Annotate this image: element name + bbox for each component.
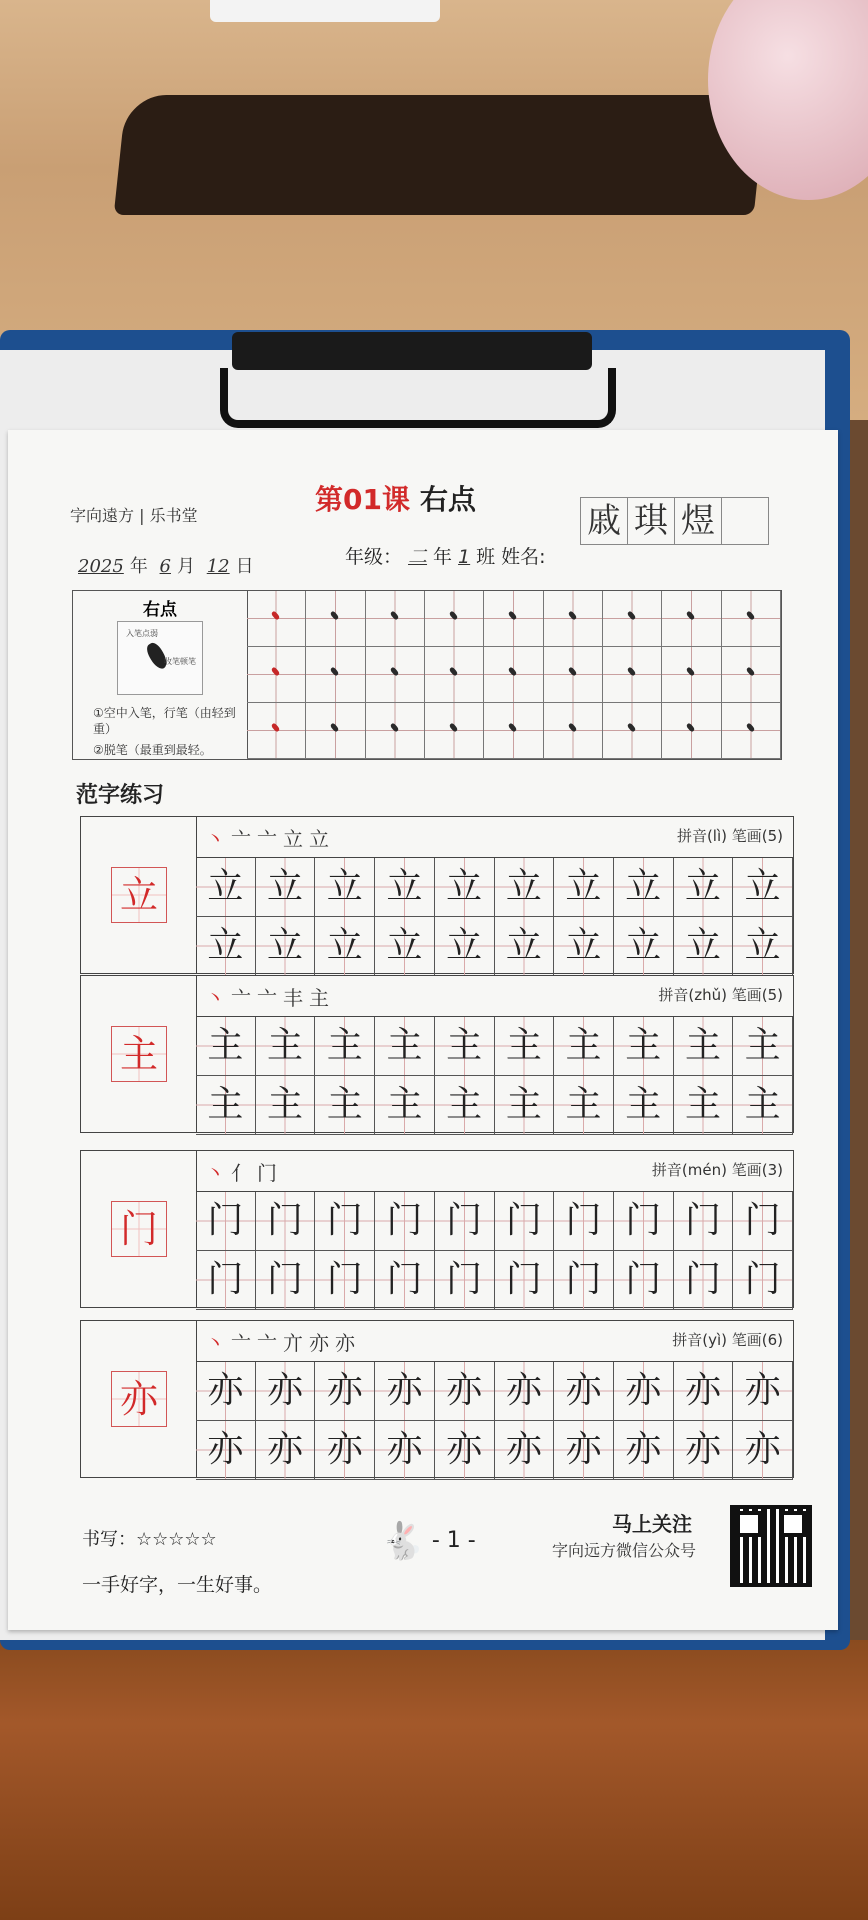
stroke-cell <box>484 647 543 703</box>
practice-cell: 主 <box>554 1076 614 1135</box>
dot-stroke-icon <box>389 722 399 732</box>
practice-cell: 亦 <box>733 1362 793 1421</box>
model-character: 亦 <box>111 1371 167 1427</box>
stroke-order <box>205 823 335 852</box>
name-char: 琪 <box>627 497 675 545</box>
dot-stroke-icon <box>627 610 637 620</box>
practice-cell: 亦 <box>315 1362 375 1421</box>
qr-code <box>730 1505 812 1587</box>
stroke-grid <box>247 591 781 759</box>
stroke-order-step: 亣 <box>283 1331 309 1355</box>
practice-cell: 亦 <box>196 1362 256 1421</box>
stroke-order-step: 亠 <box>231 986 257 1010</box>
dot-stroke-icon <box>567 610 577 620</box>
name-char: 煜 <box>674 497 722 545</box>
stroke-cell <box>425 591 484 647</box>
practice-cell: 立 <box>315 917 375 976</box>
practice-cell: 主 <box>554 1017 614 1076</box>
practice-cell: 门 <box>733 1251 793 1310</box>
practice-cell: 立 <box>375 917 435 976</box>
practice-cell: 门 <box>674 1251 734 1310</box>
stroke-order-step: 亠 <box>257 827 283 851</box>
practice-cell: 门 <box>256 1192 316 1251</box>
practice-cell: 亦 <box>495 1362 555 1421</box>
practice-cell: 亦 <box>554 1362 614 1421</box>
stroke-order-step: 主 <box>309 986 335 1010</box>
dot-stroke-icon <box>271 610 281 620</box>
practice-cell: 亦 <box>256 1362 316 1421</box>
practice-cell: 亦 <box>554 1421 614 1480</box>
stroke-order-step: 亦 <box>309 1331 335 1355</box>
dot-stroke-icon <box>389 666 399 676</box>
stroke-order-step: 丶 <box>205 827 231 851</box>
practice-cell: 亦 <box>733 1421 793 1480</box>
class-value: 1 <box>458 546 471 568</box>
grade-value: 二 <box>408 546 428 568</box>
follow-subtitle: 字向远方微信公众号 <box>552 1541 697 1560</box>
motto: 一手好字，一生好事。 <box>82 1574 273 1596</box>
stroke-order-step: 亠 <box>257 1331 283 1355</box>
practice-cell: 门 <box>435 1251 495 1310</box>
stroke-order-step: 门 <box>257 1161 283 1185</box>
practice-cell: 立 <box>256 858 316 917</box>
practice-cell: 主 <box>674 1017 734 1076</box>
practice-cell: 亦 <box>435 1362 495 1421</box>
practice-cell: 立 <box>435 858 495 917</box>
stroke-order-step: 立 <box>309 827 335 851</box>
practice-cell: 门 <box>495 1192 555 1251</box>
practice-cell: 立 <box>315 858 375 917</box>
practice-cell: 主 <box>674 1076 734 1135</box>
stroke-cell <box>662 591 721 647</box>
page-number: - 1 - <box>431 1528 476 1553</box>
section-title: 范字练习 <box>76 783 165 808</box>
stroke-order <box>205 1157 283 1186</box>
practice-cell: 亦 <box>435 1421 495 1480</box>
stroke-tip-2: ②脱笔（最重到最轻。 <box>93 743 212 757</box>
practice-cell: 立 <box>733 858 793 917</box>
dot-stroke-icon <box>330 722 340 732</box>
dot-stroke-icon <box>508 722 518 732</box>
stroke-order-step: 亠 <box>257 986 283 1010</box>
practice-cell: 亦 <box>256 1421 316 1480</box>
practice-cell: 亦 <box>375 1421 435 1480</box>
stroke-cell <box>603 591 662 647</box>
practice-cell: 门 <box>614 1192 674 1251</box>
practice-cell: 门 <box>554 1192 614 1251</box>
practice-cell: 亦 <box>375 1362 435 1421</box>
practice-cell: 立 <box>375 858 435 917</box>
clipboard-clip-bar <box>220 368 616 428</box>
practice-cell: 门 <box>733 1192 793 1251</box>
lesson-number: 第01课 <box>315 483 410 516</box>
pinyin-strokes-info: 拼音(mén) 笔画(3) <box>651 1161 783 1179</box>
practice-cell: 门 <box>196 1192 256 1251</box>
practice-cell: 主 <box>256 1076 316 1135</box>
character-block <box>80 1150 794 1308</box>
practice-cell: 门 <box>256 1251 316 1310</box>
stroke-order-step: 亦 <box>335 1331 361 1355</box>
dot-stroke-icon <box>449 610 459 620</box>
clipboard-clip <box>232 332 592 370</box>
stroke-cell <box>603 703 662 759</box>
practice-cell: 主 <box>733 1076 793 1135</box>
practice-cell: 立 <box>554 917 614 976</box>
stroke-caption-end: 收笔顿笔 <box>164 657 196 666</box>
practice-cell: 立 <box>196 917 256 976</box>
brand-logo: 字向遠方 | 乐书堂 <box>70 506 198 525</box>
practice-cell: 立 <box>614 917 674 976</box>
stroke-cell <box>247 591 306 647</box>
practice-cell: 门 <box>614 1251 674 1310</box>
stroke-order <box>205 982 335 1011</box>
practice-cell: 主 <box>196 1076 256 1135</box>
model-cell <box>81 1151 197 1307</box>
practice-cell: 立 <box>614 858 674 917</box>
practice-cell: 门 <box>495 1251 555 1310</box>
stroke-order-step: 立 <box>283 827 309 851</box>
stroke-cell <box>722 591 781 647</box>
stroke-cell <box>722 647 781 703</box>
practice-cell: 主 <box>315 1017 375 1076</box>
stroke-cell <box>306 647 365 703</box>
class-label: 班 姓名: <box>476 546 546 568</box>
student-name-boxes <box>580 497 768 545</box>
practice-grid <box>196 1191 793 1308</box>
stroke-cell <box>366 591 425 647</box>
name-char: 戚 <box>580 497 628 545</box>
practice-cell: 立 <box>554 858 614 917</box>
stroke-cell <box>544 647 603 703</box>
date-line <box>72 552 254 578</box>
rating-stars: ☆☆☆☆☆ <box>136 1529 217 1550</box>
grade-line <box>345 542 546 569</box>
dot-stroke-icon <box>686 610 696 620</box>
stroke-caption-start: 入笔点弱 <box>126 629 158 638</box>
practice-cell: 门 <box>554 1251 614 1310</box>
practice-cell: 主 <box>256 1017 316 1076</box>
dot-stroke-icon <box>271 722 281 732</box>
stroke-cell <box>484 703 543 759</box>
grade-label: 年级： <box>345 546 403 568</box>
model-character: 门 <box>111 1201 167 1257</box>
stroke-cell <box>425 703 484 759</box>
practice-grid <box>196 857 793 974</box>
stroke-order-step: 亠 <box>231 1331 257 1355</box>
follow-title: 马上关注 <box>612 1512 692 1536</box>
dot-stroke-icon <box>330 610 340 620</box>
stroke-cell <box>662 647 721 703</box>
model-character: 立 <box>111 867 167 923</box>
model-cell <box>81 976 197 1132</box>
practice-cell: 亦 <box>196 1421 256 1480</box>
practice-cell: 门 <box>375 1192 435 1251</box>
stroke-cell <box>306 591 365 647</box>
desk-slot <box>114 95 767 215</box>
practice-cell: 主 <box>435 1017 495 1076</box>
practice-cell: 主 <box>435 1076 495 1135</box>
practice-cell: 亦 <box>674 1421 734 1480</box>
practice-grid <box>196 1016 793 1133</box>
stroke-cell <box>603 647 662 703</box>
practice-cell: 门 <box>674 1192 734 1251</box>
dot-stroke-icon <box>449 722 459 732</box>
practice-cell: 主 <box>375 1017 435 1076</box>
stroke-cell <box>366 703 425 759</box>
paper-corner <box>210 0 440 22</box>
character-block <box>80 975 794 1133</box>
date-year-unit: 年 <box>129 556 148 577</box>
stroke-order-step: 亠 <box>231 827 257 851</box>
dot-stroke-icon <box>508 610 518 620</box>
pinyin-strokes-info: 拼音(zhǔ) 笔画(5) <box>658 986 783 1004</box>
practice-grid <box>196 1361 793 1478</box>
practice-cell: 主 <box>495 1076 555 1135</box>
practice-cell: 亦 <box>674 1362 734 1421</box>
dot-stroke-icon <box>686 722 696 732</box>
practice-cell: 门 <box>435 1192 495 1251</box>
dot-stroke-icon <box>389 610 399 620</box>
stroke-cell <box>544 591 603 647</box>
stroke-order-step: 亻 <box>231 1161 257 1185</box>
dot-stroke-icon <box>508 666 518 676</box>
practice-cell: 立 <box>495 917 555 976</box>
pinyin-strokes-info: 拼音(lì) 笔画(5) <box>676 827 783 845</box>
practice-cell: 立 <box>674 917 734 976</box>
stroke-cell <box>366 647 425 703</box>
practice-cell: 立 <box>733 917 793 976</box>
date-day-unit: 日 <box>235 556 254 577</box>
lesson-name: 右点 <box>419 483 476 516</box>
rating-label: 书写： <box>82 1529 136 1550</box>
practice-cell: 主 <box>614 1017 674 1076</box>
rabbit-icon: 🐇 <box>380 1521 425 1562</box>
practice-cell: 门 <box>375 1251 435 1310</box>
practice-cell: 立 <box>495 858 555 917</box>
dot-stroke-icon <box>330 666 340 676</box>
practice-cell: 主 <box>733 1017 793 1076</box>
practice-cell: 主 <box>375 1076 435 1135</box>
practice-cell: 亦 <box>614 1362 674 1421</box>
practice-cell: 立 <box>674 858 734 917</box>
stroke-cell <box>662 703 721 759</box>
stroke-tip-1: ①空中入笔，行笔（由轻到重） <box>93 706 236 736</box>
stroke-practice-panel <box>72 590 782 760</box>
year-char: 年 <box>433 546 453 568</box>
stroke-order-step: 丶 <box>205 1331 231 1355</box>
lesson-title <box>315 478 476 518</box>
dot-stroke-icon <box>567 722 577 732</box>
stroke-cell <box>247 647 306 703</box>
date-year: 2025 <box>78 556 124 577</box>
dot-stroke-icon <box>627 666 637 676</box>
dot-stroke-icon <box>627 722 637 732</box>
dot-stroke-icon <box>745 666 755 676</box>
date-month-unit: 月 <box>177 556 195 577</box>
model-cell <box>81 1321 197 1477</box>
character-block <box>80 816 794 974</box>
stroke-order-step: 丶 <box>205 1161 231 1185</box>
stroke-cell <box>425 647 484 703</box>
stroke-cell <box>247 703 306 759</box>
dot-stroke-icon <box>271 666 281 676</box>
practice-cell: 主 <box>495 1017 555 1076</box>
character-block <box>80 1320 794 1478</box>
pinyin-strokes-info: 拼音(yì) 笔画(6) <box>672 1331 783 1349</box>
stroke-order-step: 丰 <box>283 986 309 1010</box>
practice-cell: 亦 <box>495 1421 555 1480</box>
model-cell <box>81 817 197 973</box>
stroke-demo-title: 右点 <box>143 600 177 620</box>
stroke-cell <box>544 703 603 759</box>
practice-cell: 主 <box>614 1076 674 1135</box>
practice-cell: 亦 <box>614 1421 674 1480</box>
practice-cell: 门 <box>315 1192 375 1251</box>
rating <box>82 1525 217 1551</box>
stroke-demo-image <box>117 621 203 695</box>
dot-stroke-icon <box>745 610 755 620</box>
stroke-cell <box>722 703 781 759</box>
practice-cell: 主 <box>315 1076 375 1135</box>
stroke-cell <box>306 703 365 759</box>
stroke-demo <box>73 591 248 759</box>
practice-cell: 主 <box>196 1017 256 1076</box>
model-character: 主 <box>111 1026 167 1082</box>
practice-cell: 门 <box>315 1251 375 1310</box>
wooden-table <box>0 1640 868 1920</box>
page-number-area <box>380 1520 476 1562</box>
practice-cell: 立 <box>256 917 316 976</box>
practice-cell: 门 <box>196 1251 256 1310</box>
practice-cell: 立 <box>435 917 495 976</box>
name-char-empty <box>721 497 769 545</box>
stroke-order-step: 丶 <box>205 986 231 1010</box>
date-day: 12 <box>206 556 230 577</box>
date-month: 6 <box>159 556 171 577</box>
dot-stroke-icon <box>745 722 755 732</box>
stroke-cell <box>484 591 543 647</box>
stroke-order <box>205 1327 361 1356</box>
dot-stroke-icon <box>449 666 459 676</box>
dot-stroke-icon <box>567 666 577 676</box>
practice-cell: 亦 <box>315 1421 375 1480</box>
practice-cell: 立 <box>196 858 256 917</box>
dot-stroke-icon <box>686 666 696 676</box>
